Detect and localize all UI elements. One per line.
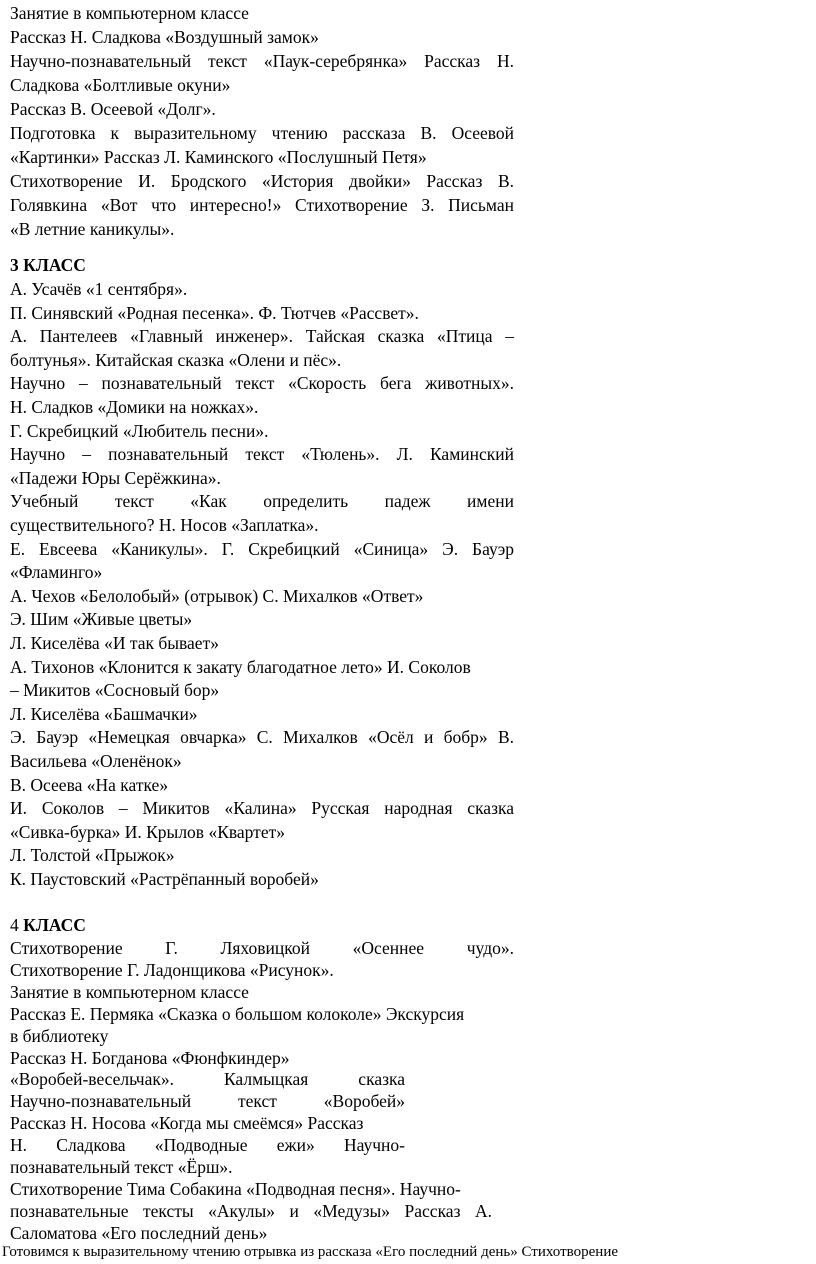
text-line: Л. Киселёва «Башмачки» bbox=[10, 703, 198, 724]
text-line: Стихотворение И. Бродского «История двойки» Рассказ В. bbox=[10, 171, 514, 191]
text-line: «Падежи Юры Серёжкина». bbox=[10, 467, 221, 488]
text-line: Э. Шим «Живые цветы» bbox=[10, 609, 193, 630]
text-line: Научно – познавательный текст «Скорость бега животных». bbox=[10, 373, 514, 394]
text-line: «Картинки» Рассказ Л. Каминского «Послушный Петя» bbox=[10, 147, 427, 167]
text-line: Н. Сладков «Домики на ножках». bbox=[10, 397, 259, 417]
heading-number: 4 bbox=[10, 915, 19, 935]
text-line: А. Чехов «Белолобый» (отрывок) С. Михалков «Ответ» bbox=[10, 585, 424, 606]
text-line: Подготовка к выразительному чтению рассказа В. Осеевой bbox=[10, 123, 514, 143]
text-line: Занятие в компьютерном классе bbox=[10, 981, 249, 1002]
text-line: Стихотворение Г. Ляховицкой «Осеннее чудо». bbox=[10, 938, 514, 958]
text-line: Рассказ Е. Пермяка «Сказка о большом колоколе» Экскурсия bbox=[10, 1003, 465, 1024]
text-line: А. Усачёв «1 сентября». bbox=[10, 279, 188, 299]
text-line: в библиотеку bbox=[10, 1025, 109, 1046]
text-line: познавательные тексты «Акулы» и «Медузы» Рассказ А. bbox=[10, 1200, 492, 1221]
text-line: Г. Скребицкий «Любитель песни». bbox=[10, 420, 269, 441]
section-heading-class-3: 3 КЛАСС bbox=[10, 255, 86, 275]
text-line: Занятие в компьютерном классе bbox=[10, 3, 249, 23]
text-line: Голявкина «Вот что интересно!» Стихотворение З. Письман bbox=[10, 195, 514, 215]
text-line: Учебный текст «Как определить падеж имени bbox=[10, 491, 514, 512]
text-line: Е. Евсеева «Каникулы». Г. Скребицкий «Синица» Э. Бауэр bbox=[10, 538, 514, 559]
text-line: «Фламинго» bbox=[10, 562, 103, 583]
text-line: «Воробей-весельчак». Калмыцкая сказка bbox=[10, 1069, 405, 1090]
text-line: И. Соколов – Микитов «Калина» Русская народная сказка bbox=[10, 798, 514, 819]
text-line: Рассказ Н. Богданова «Фюнфкиндер» bbox=[10, 1047, 290, 1068]
text-line: Стихотворение Тима Собакина «Подводная песня». Научно- bbox=[10, 1178, 461, 1199]
text-line: Научно – познавательный текст «Тюлень». Л. Каминский bbox=[10, 444, 514, 465]
text-line: познавательный текст «Ёрш». bbox=[10, 1157, 233, 1177]
text-line: Л. Толстой «Прыжок» bbox=[10, 845, 175, 866]
text-line: Научно-познавательный текст «Паук-серебрянка» Рассказ Н. bbox=[10, 51, 514, 71]
text-line: Н. Сладкова «Подводные ежи» Научно- bbox=[10, 1135, 405, 1156]
footer-line: Готовимся к выразительному чтению отрывка из рассказа «Его последний день» Стихотворение bbox=[2, 1244, 619, 1260]
text-line: Саломатова «Его последний день» bbox=[10, 1222, 268, 1243]
text-line: А. Тихонов «Клонится к закату благодатное лето» И. Соколов bbox=[10, 656, 471, 677]
text-line: – Микитов «Сосновый бор» bbox=[10, 680, 220, 701]
text-line: болтунья». Китайская сказка «Олени и пёс». bbox=[10, 349, 342, 370]
text-line: Рассказ В. Осеевой «Долг». bbox=[10, 99, 216, 119]
heading-word: КЛАСС bbox=[23, 915, 86, 935]
text-line: существительного? Н. Носов «Заплатка». bbox=[10, 515, 319, 535]
text-line: Васильева «Оленёнок» bbox=[10, 751, 182, 771]
text-line: Рассказ Н. Сладкова «Воздушный замок» bbox=[10, 27, 319, 47]
text-line: Научно-познавательный текст «Воробей» bbox=[10, 1091, 405, 1112]
text-line: «В летние каникулы». bbox=[10, 219, 175, 239]
text-line: В. Осеева «На катке» bbox=[10, 774, 169, 795]
text-line: Э. Бауэр «Немецкая овчарка» С. Михалков «Осёл и бобр» В. bbox=[10, 727, 514, 748]
text-line: Стихотворение Г. Ладонщикова «Рисунок». bbox=[10, 959, 334, 980]
text-line: П. Синявский «Родная песенка». Ф. Тютчев «Рассвет». bbox=[10, 302, 419, 323]
text-line: «Сивка-бурка» И. Крылов «Квартет» bbox=[10, 821, 285, 842]
section-heading-class-4 bbox=[10, 913, 86, 937]
text-line: Сладкова «Болтливые окуни» bbox=[10, 75, 231, 95]
text-line: К. Паустовский «Растрёпанный воробей» bbox=[10, 869, 319, 889]
text-line: Рассказ Н. Носова «Когда мы смеёмся» Рассказ bbox=[10, 1113, 364, 1134]
text-line: Л. Киселёва «И так бывает» bbox=[10, 633, 219, 653]
text-line: А. Пантелеев «Главный инженер». Тайская сказка «Птица – bbox=[10, 326, 514, 347]
